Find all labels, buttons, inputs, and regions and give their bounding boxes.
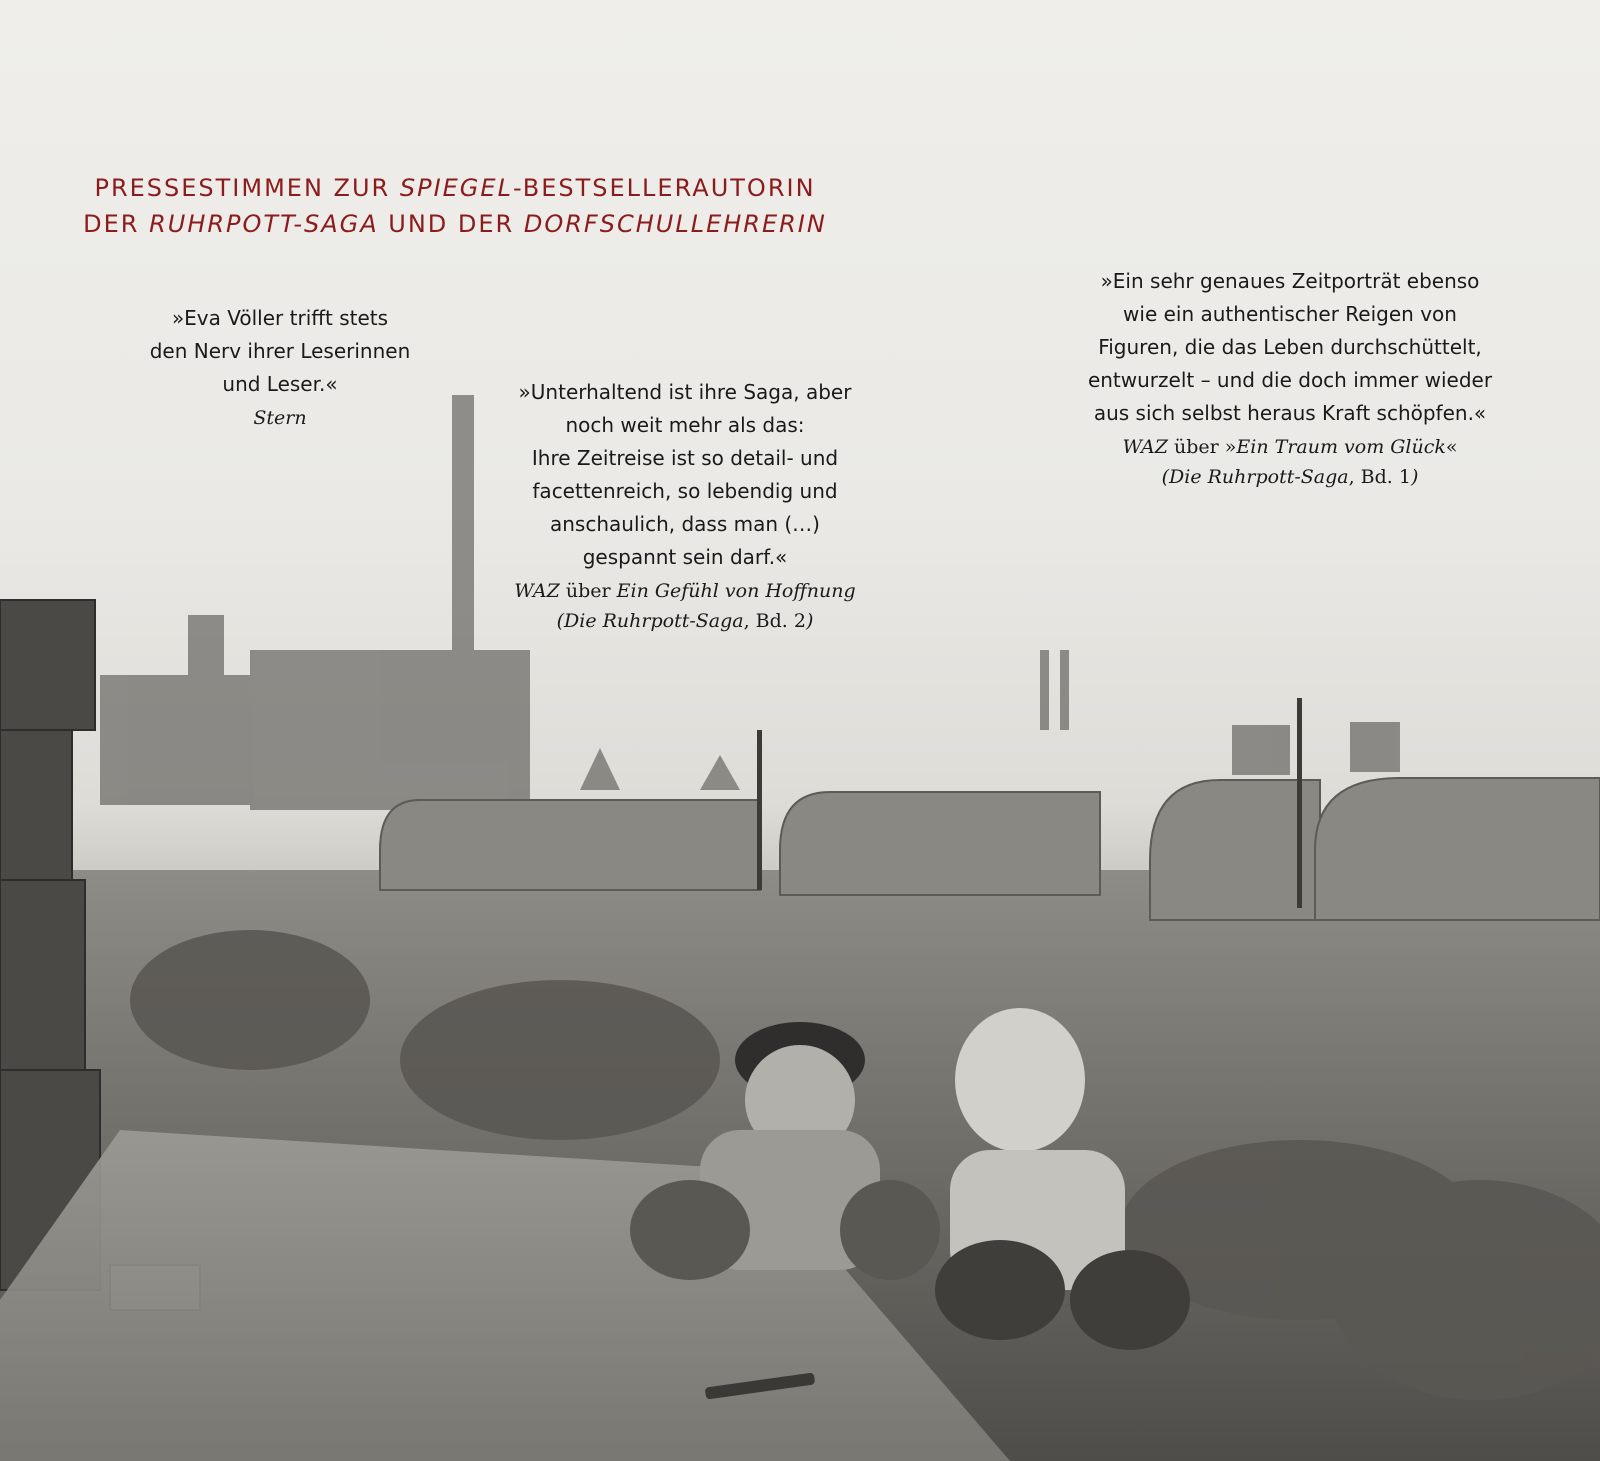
heading-text: UND DER xyxy=(378,210,524,238)
heading-line-1 xyxy=(40,170,870,206)
heading-text: PRESSESTIMMEN ZUR xyxy=(94,174,400,202)
source-series: (Die Ruhrpott-Saga xyxy=(1161,466,1349,488)
press-quote-stern xyxy=(120,302,440,433)
source-volume: , Bd. 2 xyxy=(743,610,806,632)
quote-line: entwurzelt – und die doch immer wieder xyxy=(1087,368,1493,392)
press-quotes-heading xyxy=(40,170,870,242)
quote-line: Ihre Zeitreise ist so detail- und xyxy=(531,446,839,470)
quote-line: »Eva Völler trifft stets xyxy=(171,306,389,330)
quote-line: den Nerv ihrer Leserinnen xyxy=(149,339,411,363)
quote-line: gespannt sein darf.« xyxy=(582,545,788,569)
source-series: (Die Ruhrpott-Saga xyxy=(556,610,744,632)
quote-line: noch weit mehr als das: xyxy=(565,413,805,437)
source-book-title: Ein Gefühl von Hoffnung xyxy=(616,580,856,602)
quote-source xyxy=(490,576,880,636)
press-quote-waz-glueck xyxy=(1040,265,1540,492)
quote-line: »Ein sehr genaues Zeitporträt ebenso xyxy=(1100,269,1480,293)
quote-text xyxy=(490,376,880,574)
source-close-paren: ) xyxy=(805,610,814,632)
source-connector: « xyxy=(1445,436,1458,458)
quote-line: Figuren, die das Leben durchschüttelt, xyxy=(1098,335,1482,359)
source-publication: WAZ xyxy=(514,580,560,602)
quote-source xyxy=(1040,432,1540,492)
heading-italic-dorfschullehrerin: DORFSCHULLEHRERIN xyxy=(523,210,827,238)
heading-line-2 xyxy=(40,206,870,242)
quote-line: und Leser.« xyxy=(222,372,338,396)
source-close-paren: ) xyxy=(1410,466,1419,488)
source-connector: über » xyxy=(1167,436,1237,458)
source-book-title: Ein Traum vom Glück xyxy=(1236,436,1446,458)
heading-text: DER xyxy=(83,210,150,238)
heading-italic-ruhrpott-saga: RUHRPOTT-SAGA xyxy=(149,210,379,238)
quote-line: aus sich selbst heraus Kraft schöpfen.« xyxy=(1093,401,1487,425)
quote-line: facettenreich, so lebendig und xyxy=(532,479,838,503)
press-quote-waz-hoffnung xyxy=(490,376,880,636)
heading-text: -BESTSELLERAUTORIN xyxy=(512,174,816,202)
quote-line: »Unterhaltend ist ihre Saga, aber xyxy=(518,380,852,404)
heading-italic-spiegel: SPIEGEL xyxy=(399,174,513,202)
quote-text xyxy=(1040,265,1540,430)
quote-line: anschaulich, dass man (…) xyxy=(550,512,820,536)
source-publication: WAZ xyxy=(1122,436,1168,458)
quote-text xyxy=(120,302,440,401)
source-connector: über xyxy=(559,580,617,602)
source-publication: Stern xyxy=(253,407,307,429)
source-volume: , Bd. 1 xyxy=(1348,466,1411,488)
quote-line: wie ein authentischer Reigen von xyxy=(1123,302,1457,326)
quote-source xyxy=(120,403,440,433)
